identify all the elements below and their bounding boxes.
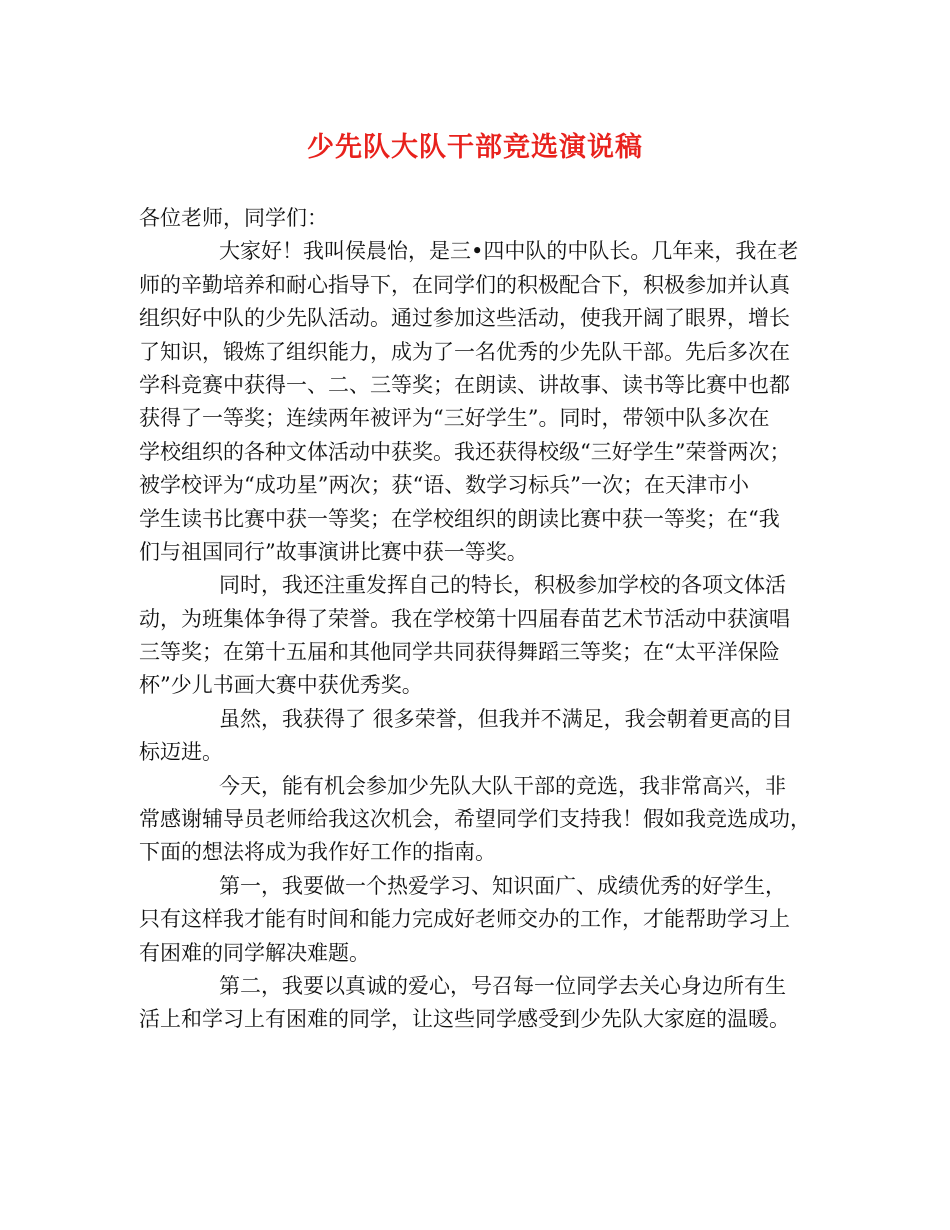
paragraph-line: 了知识，锻炼了组织能力，成为了一名优秀的少先队干部。先后多次在 <box>139 339 790 364</box>
paragraph-line: 三等奖；在第十五届和其他同学共同获得舞蹈三等奖；在“太平洋保险 <box>139 640 780 665</box>
paragraph <box>139 703 815 770</box>
paragraph <box>139 235 815 569</box>
paragraph-line: 只有这样我才能有时间和能力完成好老师交办的工作，才能帮助学习上 <box>139 907 790 932</box>
paragraph-line: 学生读书比赛中获一等奖；在学校组织的朗读比赛中获一等奖；在“我 <box>139 506 780 531</box>
paragraph-line: 有困难的同学解决难题。 <box>139 940 370 965</box>
greeting-line: 各位老师，同学们： <box>139 206 328 230</box>
paragraph-line: 第一，我要做一个热爱学习、知识面广、成绩优秀的好学生， <box>219 873 786 898</box>
paragraph-line: 同时，我还注重发挥自己的特长，积极参加学校的各项文体活 <box>219 573 786 598</box>
paragraph-line: 下面的想法将成为我作好工作的指南。 <box>139 840 496 865</box>
paragraph-line: 们与祖国同行”故事演讲比赛中获一等奖。 <box>139 539 528 564</box>
paragraph-line: 师的辛勤培养和耐心指导下，在同学们的积极配合下，积极参加并认真 <box>139 272 790 297</box>
paragraph-line: 虽然，我获得了 很多荣誉，但我并不满足，我会朝着更高的目 <box>219 706 793 731</box>
paragraph-line: 常感谢辅导员老师给我这次机会，希望同学们支持我！假如我竞选成功， <box>139 807 811 832</box>
paragraph-line: 学科竞赛中获得一、二、三等奖；在朗读、讲故事、读书等比赛中也都 <box>139 372 790 397</box>
paragraph <box>139 770 815 870</box>
paragraph <box>139 970 815 1037</box>
document-title: 少先队大队干部竞选演说稿 <box>307 132 643 163</box>
paragraph <box>139 569 815 703</box>
paragraph-line: 学校组织的各种文体活动中获奖。我还获得校级“三好学生”荣誉两次； <box>139 439 791 464</box>
paragraph-line: 杯”少儿书画大赛中获优秀奖。 <box>139 673 423 698</box>
document-body <box>139 202 815 1037</box>
paragraph <box>139 870 815 970</box>
paragraph-line: 获得了一等奖；连续两年被评为“三好学生”。同时，带领中队多次在 <box>139 406 770 431</box>
paragraph-line: 活上和学习上有困难的同学，让这些同学感受到少先队大家庭的温暖。 <box>139 1007 790 1032</box>
paragraph-line: 组织好中队的少先队活动。通过参加这些活动，使我开阔了眼界，增长 <box>139 306 790 331</box>
paragraph-line: 被学校评为“成功星”两次；获“语、数学习标兵”一次；在天津市小 <box>139 473 749 498</box>
paragraph-line: 今天，能有机会参加少先队大队干部的竞选，我非常高兴，非 <box>219 773 786 798</box>
paragraph-line: 动，为班集体争得了荣誉。我在学校第十四届春苗艺术节活动中获演唱 <box>139 606 790 631</box>
paragraph-line: 大家好！我叫侯晨怡，是三•四中队的中队长。几年来，我在老 <box>219 239 799 264</box>
paragraph-line: 标迈进。 <box>139 740 223 765</box>
paragraph-line: 第二，我要以真诚的爱心，号召每一位同学去关心身边所有生 <box>219 973 786 998</box>
